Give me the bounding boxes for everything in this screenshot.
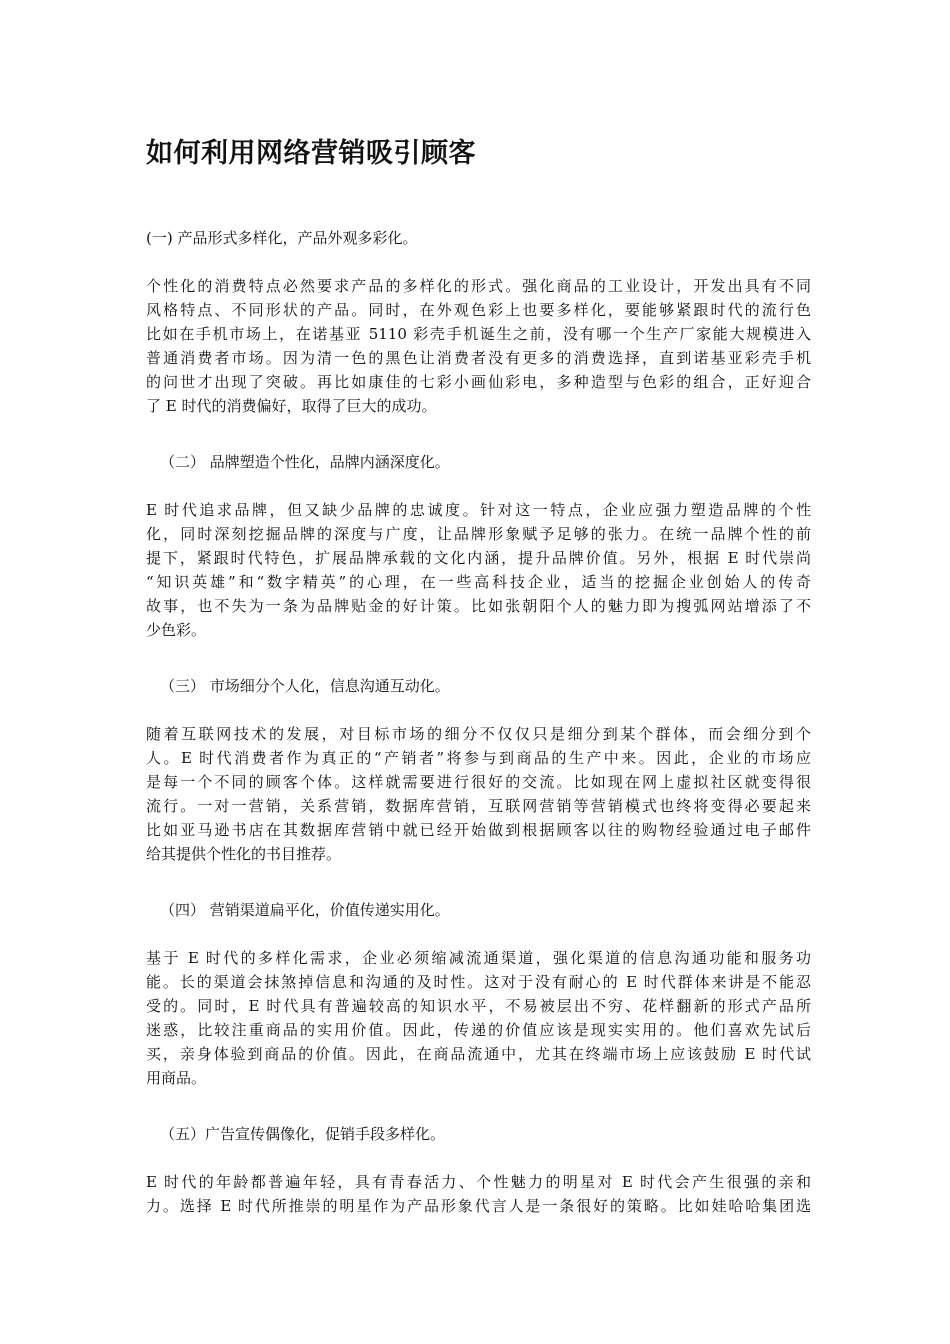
paragraph-line: 普通消费者市场。因为清一色的黑色让消费者没有更多的消费选择，直到诺基亚彩壳手机 [146,349,811,367]
paragraph-line: 用商品。 [146,1069,207,1087]
paragraph-line: 基于 E 时代的多样化需求，企业必须缩减流通渠道，强化渠道的信息沟通功能和服务功 [146,949,811,967]
paragraph-line: 化，同时深刻挖掘品牌的深度与广度，让品牌形象赋予足够的张力。在统一品牌个性的前 [146,525,811,543]
paragraph-line: E 时代追求品牌，但又缺少品牌的忠诚度。针对这一特点，企业应强力塑造品牌的个性 [146,501,811,519]
paragraph-line: 的问世才出现了突破。再比如康佳的七彩小画仙彩电，多种造型与色彩的组合，正好迎合 [146,373,811,391]
section-5-heading: （五）广告宣传偶像化，促销手段多样化。 [160,1125,446,1143]
paragraph-line: 能。长的渠道会抹煞掉信息和沟通的及时性。这对于没有耐心的 E 时代群体来讲是不能忍 [146,973,811,991]
section-2-heading: （二） 品牌塑造个性化，品牌内涵深度化。 [160,453,450,471]
paragraph-line: 少色彩。 [146,621,207,639]
document-title: 如何利用网络营销吸引顾客 [146,138,476,169]
section-2-paragraph [146,498,811,642]
paragraph-line: 随着互联网技术的发展，对目标市场的细分不仅仅只是细分到某个群体，而会细分到个 [146,725,811,743]
paragraph-line: 力。选择 E 时代所推崇的明星作为产品形象代言人是一条很好的策略。比如娃哈哈集团选 [146,1197,811,1215]
paragraph-line: 人。E 时代消费者作为真正的“产销者”将参与到商品的生产中来。因此，企业的市场应 [146,749,811,767]
section-3-heading: （三） 市场细分个人化，信息沟通互动化。 [160,677,450,695]
section-4-paragraph [146,946,811,1090]
section-4-heading: （四） 营销渠道扁平化，价值传递实用化。 [160,901,450,919]
paragraph-line: “知识英雄”和“数字精英”的心理，在一些高科技企业，适当的挖掘企业创始人的传奇 [146,573,811,591]
paragraph-line: 故事，也不失为一条为品牌贴金的好计策。比如张朝阳个人的魅力即为搜弧网站增添了不 [146,597,811,615]
section-5-paragraph [146,1170,811,1218]
paragraph-line: 风格特点、不同形状的产品。同时，在外观色彩上也要多样化，要能够紧跟时代的流行色 [146,301,811,319]
section-3-paragraph [146,722,811,866]
paragraph-line: 提下，紧跟时代特色，扩展品牌承载的文化内涵，提升品牌价值。另外，根据 E 时代崇尚 [146,549,811,567]
paragraph-line: 是每一个不同的顾客个体。这样就需要进行很好的交流。比如现在网上虚拟社区就变得很 [146,773,811,791]
paragraph-line: 了 E 时代的消费偏好，取得了巨大的成功。 [146,397,437,415]
paragraph-line: 个性化的消费特点必然要求产品的多样化的形式。强化商品的工业设计，开发出具有不同 [146,277,811,295]
paragraph-line: E 时代的年龄都普遍年轻，具有青春活力、个性魅力的明星对 E 时代会产生很强的亲和 [146,1173,811,1191]
section-1-heading: (一) 产品形式多样化，产品外观多彩化。 [146,229,418,247]
section-1-paragraph [146,274,811,418]
paragraph-line: 比如亚马逊书店在其数据库营销中就已经开始做到根据顾客以往的购物经验通过电子邮件 [146,821,811,839]
paragraph-line: 迷惑，比较注重商品的实用价值。因此，传递的价值应该是现实实用的。他们喜欢先试后 [146,1021,811,1039]
paragraph-line: 买，亲身体验到商品的价值。因此，在商品流通中，尤其在终端市场上应该鼓励 E 时代试 [146,1045,811,1063]
paragraph-line: 给其提供个性化的书目推荐。 [146,845,342,863]
paragraph-line: 受的。同时，E 时代具有普遍较高的知识水平，不易被层出不穷、花样翻新的形式产品所 [146,997,811,1015]
paragraph-line: 比如在手机市场上，在诺基亚 5110 彩壳手机诞生之前，没有哪一个生产厂家能大规模进入 [146,325,811,343]
paragraph-line: 流行。一对一营销，关系营销，数据库营销，互联网营销等营销模式也终将变得必要起来 [146,797,811,815]
